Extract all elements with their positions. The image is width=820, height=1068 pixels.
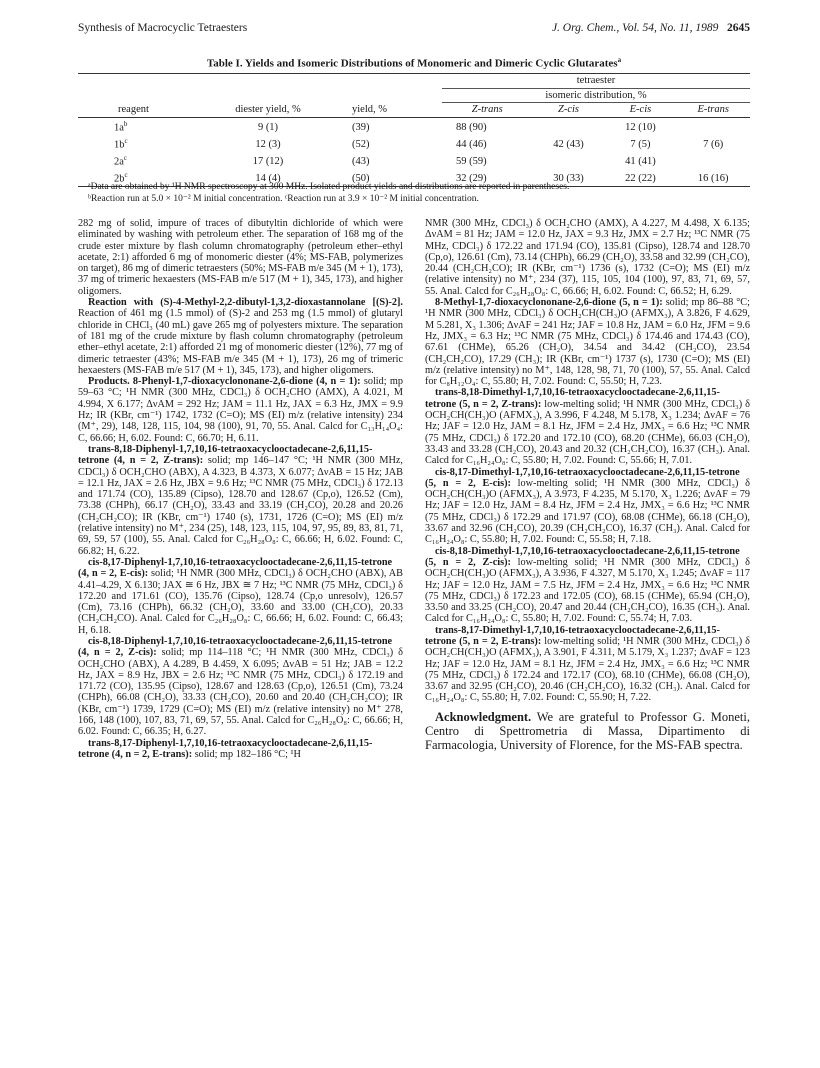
e-trans-cell: 7 (6) <box>703 139 724 150</box>
paragraph <box>78 738 403 761</box>
paragraph <box>78 376 403 444</box>
paragraph-heading: trans-8,17-Dimethyl-1,7,10,16-tetraoxacyclooctadecane-2,6,11,15-tetrone (5, n = 2, E-trans): <box>425 624 720 647</box>
paragraph-body: solid; mp 86–88 °C; ¹H NMR (300 MHz, CDCl₃) δ OCH₂CH(CH₃)O (AFMX₃), A 3.826, F 4.629, M 5.281, X₃ 1.306; ΔνAF = 241 Hz; JAF = 10.8 Hz, JAM = 6.0 Hz, JFM = 9.6 Hz, JMX₃ = 6.3 Hz; ¹³C NMR (75 MHz, CDCl₃) δ 174.46 and 174.43 (CO), 67.61 (CHMe), 65.26 (CH₂O), 34.54 and 34.42 (CH₂CO), 23.54 (CH₂CH₂CO), 17.29 (CH₃); IR (KBr, cm⁻¹) 1737 (s), 1730 (C=O); MS (EI) m/z (relative intensity) no M⁺, 148, 128, 98, 71, 70 (100), 57, 55. Anal. Calcd for C₈H₁₂O₄: C, 55.80; H, 7.02. Found: C, 55.50; H, 7.23. <box>425 297 750 388</box>
yield-cell: (39) <box>352 122 370 133</box>
yield-cell: (50) <box>352 173 370 184</box>
paragraph-body: solid; ¹H NMR (300 MHz, CDCl₃) δ OCH₂CHO (ABX), AB 4.41–4.29, X 6.130; JAX ≅ 6 Hz, JBX ≅ 7 Hz; ¹³C NMR (75 MHz, CDCl₃) δ 172.20 and 171.61 (CO), 135.76 (Cipso), 128.74 (Cp,o unresolv), 126.57 (Cm), 73.16 (CHPh), 66.32 (CH₂O), 33.60 and 33.00 (CH₂CO), 20.33 (CH₂CH₂CO). Anal. Calcd for C₂₆H₂₈O₈: C, 66.66; H, 6.02. Found: C, 66.43; H, 6.18. <box>78 568 403 636</box>
right-column <box>425 218 750 752</box>
col-header-diester: diester yield, % <box>235 104 301 115</box>
left-column <box>78 218 403 760</box>
paragraph-body: solid; mp 59–63 °C; ¹H NMR (300 MHz, CDCl₃) δ OCH₂CHO (AMX), A 4.021, M 4.994, X 6.177; ΔνAM = 292 Hz; JAM = 11.1 Hz, JAX = 6.3 Hz, JMX = 9.9 Hz; IR (KBr, cm⁻¹) 1742, 1732 (C=O); MS (EI) m/z (relative intensity) 234 (M⁺, 29), 148, 128, 115, 104, 98 (100), 91, 70, 55. Anal. Calcd for C₁₃H₁₄O₄: C, 66.66; H, 6.02. Found: C, 66.70; H, 6.11. <box>78 376 403 444</box>
yield-cell: (43) <box>352 156 370 167</box>
paragraph: NMR (300 MHz, CDCl₃) δ OCH₂CHO (AMX), A 4.227, M 4.498, X 6.135; ΔνAM = 81 Hz; JAM = 12.0 Hz, JAX = 9.3 Hz, JMX = 2.7 Hz; ¹³C NMR (75 MHz, CDCl₃) δ 172.22 and 171.94 (CO), 135.81 (Cipso), 128.74 and 128.70 (Cp,o), 126.61 (Cm), 73.14 (CHPh), 66.29 (CH₂O), 33.58 and 32.99 (CH₂CO), 20.44 (CH₂CH₂CO); IR (KBr, cm⁻¹) 1736 (s), 1732 (C=O); MS (EI) m/z (relative intensity) no M⁺, 234 (37), 115, 105, 104 (100), 97, 83, 71, 69, 57, 55. Anal. Calcd for C₂₆H₂₈O₈: C, 66.66; H, 6.02. Found: C, 66.52; H, 6.29. <box>425 218 750 297</box>
page-number: 2645 <box>727 22 750 34</box>
e-cis-cell: 7 (5) <box>630 139 651 150</box>
yield-cell: (52) <box>352 139 370 150</box>
table-title-text: Table I. Yields and Isomeric Distributions of Monomeric and Dimeric Cyclic Glutarates <box>206 57 618 70</box>
paragraph-body: low-melting solid; ¹H NMR (300 MHz, CDCl₃) δ OCH₂CH(CH₃)O (AFMX₃), A 3.936, F 4.327, M 5.170, X₃ 1.245; ΔνAF = 117 Hz; JAF = 12.0 Hz, JAM = 7.5 Hz, JFM = 2.4 Hz, JMX₃ = 6.6 Hz; ¹³C NMR (75 MHz, CDCl₃) δ 172.23 and 172.05 (CO), 68.15 (CHMe), 65.94 (CH₂O), 33.50 and 33.25 (CH₂CO), 20.47 and 20.44 (CH₂CH₂CO), 16.35 (CH₃). Anal. Calcd for C₁₆H₂₄O₈: C, 55.80; H, 7.02. Found: C, 55.74; H, 7.03. <box>425 556 750 625</box>
diester-cell: 12 (3) <box>255 139 281 150</box>
table-title-note: a <box>617 56 622 64</box>
col-header-z-trans: Z-trans <box>471 104 503 115</box>
footnote-b-c: ᵇReaction run at 5.0 × 10⁻² M initial concentration. ᶜReaction run at 3.9 × 10⁻² M initial concentration. <box>88 193 479 204</box>
e-cis-cell: 12 (10) <box>625 122 656 133</box>
reagent-note: b <box>123 119 128 128</box>
acknowledgment-heading: Acknowledgment. <box>435 709 532 724</box>
paragraph-body: low-melting solid; ¹H NMR (300 MHz, CDCl₃) δ OCH₂CH(CH₃)O (AFMX₃), A 3.901, F 4.311, M 5.179, X₃ 1.237; ΔνAF = 123 Hz; JAF = 12.0 Hz, JAM = 8.1 Hz, JFM = 2.4 Hz, JMX₃ = 6.6 Hz; ¹³C NMR (75 MHz, CDCl₃) δ 172.24 and 172.17 (CO), 68.10 (CHMe), 66.08 (CH₂O), 33.67 and 32.95 (CH₂CO), 20.46 (CH₂CH₂CO), 16.32 (CH₃). Anal. Calcd for C₁₆H₂₄O₈: C, 55.80; H, 7.02. Found: C, 55.90; H, 7.22. <box>425 635 750 704</box>
reagent-label: 2a <box>114 156 124 167</box>
paragraph <box>425 297 750 387</box>
diester-cell: 17 (12) <box>252 156 284 167</box>
reagent-label: 1b <box>114 139 125 150</box>
paragraph <box>78 444 403 557</box>
col-header-e-trans: E-trans <box>697 104 729 115</box>
paragraph-body: Reaction of 461 mg (1.5 mmol) of (S)-2 and 253 mg (1.5 mmol) of glutaryl chloride in CHCl₃ (40 mL) gave 265 mg of polyesters mixture. The separation of 181 mg of the crude mixture by flash column chromatography (petroleum ether–ethyl acetate, 2:1) afforded 21 mg of monomeric diester (12%), 77 mg of dimeric tetraester (43%; MS-FAB m/e 345 (M + 1), 173), 26 mg of trimeric hexaesters (MS-FAB m/e 517 (M + 1), 345, 173), and higher oligomers. <box>78 308 403 376</box>
reagent-label: 1a <box>114 122 124 133</box>
e-trans-cell <box>676 117 750 135</box>
paragraph-heading: Reaction with (S)-4-Methyl-2,2-dibutyl-1,3,2-dioxastannolane [(S)-2]. <box>88 297 403 309</box>
z-cis-cell <box>533 117 605 135</box>
e-trans-cell <box>676 152 750 169</box>
running-head-journal <box>552 22 750 34</box>
footnote-a: ᵃData are obtained by ¹H NMR spectroscopy at 300 MHz. Isolated product yields and distributions are reported in parentheses. <box>88 182 570 192</box>
diester-cell: 9 (1) <box>257 122 279 133</box>
paragraph-heading: Products. 8-Phenyl-1,7-dioxacyclononane-2,6-dione (4, n = 1): <box>88 376 361 388</box>
journal-citation: J. Org. Chem., Vol. 54, No. 11, 1989 <box>551 22 719 34</box>
table-footnotes <box>78 182 750 205</box>
acknowledgment <box>425 710 750 752</box>
z-trans-cell: 59 (59) <box>456 156 487 167</box>
paragraph <box>425 467 750 546</box>
reagent-note: c <box>124 136 128 145</box>
reagent-cell <box>78 117 204 135</box>
paragraph-body: solid; mp 114–118 °C; ¹H NMR (300 MHz, CDCl₃) δ OCH₂CHO (ABX), A 4.289, B 4.459, X 6.095; ΔνAB = 51 Hz; JAB = 12.2 Hz, JAX = 8.9 Hz, JBX = 2.6 Hz; ¹³C NMR (75 MHz, CDCl₃) δ 172.19 and 171.72 (CO), 135.95 (Cipso), 128.67 and 128.63 (Cp,o), 126.51 (Cm), 73.24 (CHPh), 66.08 (CH₂O), 33.33 (CH₂CO), 20.60 and 20.40 (CH₂CH₂CO); IR (KBr, cm⁻¹) 1739, 1729 (C=O); MS (EI) m/z (relative intensity) no M⁺ 278, 166, 148 (100), 107, 83, 71, 69, 57, 55. Anal. Calcd for C₂₆H₂₈O₈: C, 66.66; H, 6.02. Found: C, 66.35; H, 6.27. <box>78 647 404 738</box>
table-row <box>78 117 750 135</box>
paragraph-heading: trans-8,18-Dimethyl-1,7,10,16-tetraoxacyclooctadecane-2,6,11,15-tetrone (5, n = 2, Z-trans): <box>425 387 720 410</box>
paragraph-body: solid; mp 146–147 °C; ¹H NMR (300 MHz, CDCl₃) δ OCH₂CHO (ABX), A 4.323, B 4.373, X 6.077; ΔνAB = 15 Hz; JAB = 12.1 Hz, JAX = 2.6 Hz, JBX = 9.6 Hz; ¹³C NMR (75 MHz, CDCl₃) δ 172.13 and 171.74 (CO), 135.89 (Cipso), 128.70 and 128.67 (Cp,o), 126.52 (Cm), 73.38 (CHPh), 66.17 (CH₂O), 33.43 and 33.19 (CH₂CO), 20.28 and 20.26 (CH₂CH₂CO); IR (KBr, cm⁻¹) 1740 (s), 1731, 1726 (C=O); MS (EI) m/z (relative intensity) no M⁺, 234 (25), 148, 123, 115, 104, 97, 95, 89, 83, 81, 71, 69, 59, 57 (100), 55. Anal. Calcd for C₂₆H₂₈O₈: C, 66.66; H, 6.02. Found: C, 66.82; H, 6.22. <box>78 455 403 557</box>
paragraph <box>78 557 403 636</box>
e-cis-cell: 22 (22) <box>625 173 656 184</box>
col-header-yield: yield, % <box>352 104 387 115</box>
paragraph <box>425 625 750 704</box>
diester-cell: 14 (4) <box>255 173 281 184</box>
reagent-note: c <box>123 153 128 162</box>
running-head <box>78 22 750 38</box>
table-header-row-2 <box>78 88 750 103</box>
paragraph-body: low-melting solid; ¹H NMR (300 MHz, CDCl₃) δ OCH₂CH(CH₃)O (AFMX₃), A 3.996, F 4.248, M 5.178, X₃ 1.234; ΔνAF = 76 Hz; JAF = 12.0 Hz, JAM = 8.1 Hz, JFM = 2.4 Hz, JMX₃ = 6.6 Hz; ¹³C NMR (75 MHz, CDCl₃) δ 172.20 and 172.10 (CO), 68.20 (CHMe), 66.03 (CH₂O), 33.43 and 33.28 (CH₂CO), 20.43 and 20.32 (CH₂CH₂CO), 16.37 (CH₃). Anal. Calcd for C₁₆H₂₄O₈: C, 55.80; H, 7.02. Found: C, 55.66; H, 7.01. <box>425 398 750 467</box>
col-header-z-cis: Z-cis <box>558 104 579 115</box>
paragraph: 282 mg of solid, impure of traces of dibutyltin dichloride of which were eliminated by washing with petroleum ether. The separation of 168 mg of the crude ester mixture by flash column chromatography (petroleum ether–ethyl acetate, 2:1) afforded 6 mg of monomeric diester (4%; MS-FAB, polymerizes on target), 86 mg of dimeric tetraesters (50%; MS-FAB m/e 345 (M + 1), 173), 37 mg of trimeric hexaesters (MS-FAB m/e 517 (M + 1), 345, 173), and higher oligomers. <box>78 218 403 297</box>
col-header-reagent: reagent <box>118 104 149 115</box>
tetraester-group-header: tetraester <box>442 74 750 89</box>
reagent-note: c <box>124 170 128 179</box>
z-trans-cell: 88 (90) <box>456 122 487 133</box>
running-head-title: Synthesis of Macrocyclic Tetraesters <box>78 22 248 34</box>
paragraph-heading: trans-8,17-Diphenyl-1,7,10,16-tetraoxacyclooctadecane-2,6,11,15-tetrone (4, n = 2, E-trans): <box>78 737 373 760</box>
z-cis-cell <box>533 152 605 169</box>
paragraph-heading: cis-8,18-Diphenyl-1,7,10,16-tetraoxacyclooctadecane-2,6,11,15-tetrone (4, n = 2, Z-cis): <box>78 635 393 659</box>
table-container <box>78 73 750 187</box>
acknowledgment-body: We are grateful to Professor G. Moneti, Centro di Spettrometria di Massa, Dipartimento di Farmacologia, University of Florence, for the MS-FAB spectra. <box>425 709 750 752</box>
table-header-row-3 <box>78 103 750 118</box>
table-row <box>78 152 750 169</box>
e-trans-cell: 16 (16) <box>697 173 729 184</box>
z-cis-cell: 42 (43) <box>553 139 584 150</box>
reagent-cell <box>78 152 204 169</box>
paragraph <box>425 546 750 625</box>
reagent-label: 2b <box>114 173 125 184</box>
paragraph <box>425 387 750 466</box>
data-table <box>78 73 750 187</box>
col-header-e-cis: E-cis <box>629 104 652 115</box>
table-row <box>78 135 750 152</box>
z-trans-cell: 32 (29) <box>456 173 487 184</box>
paragraph-heading: cis-8,17-Diphenyl-1,7,10,16-tetraoxacyclooctadecane-2,6,11,15-tetrone (4, n = 2, E-cis): <box>78 556 393 580</box>
paragraph-body: low-melting solid; ¹H NMR (300 MHz, CDCl₃) δ OCH₂CH(CH₃)O (AFMX₃), A 3.973, F 4.235, M 5.170, X₃ 1.226; ΔνAF = 79 Hz; JAF = 12.0 Hz, JAM = 8.4 Hz, JFM = 2.4 Hz, JMX₃ = 6.6 Hz; ¹³C NMR (75 MHz, CDCl₃) δ 172.29 and 171.97 (CO), 68.08 (CHMe), 66.18 (CH₂O), 33.67 and 32.96 (CH₂CO), 20.39 (CH₂CH₂CO), 16.37 (CH₃). Anal. Calcd for C₁₆H₂₄O₈: C, 55.80; H, 7.02. Found: C, 55.58; H, 7.18. <box>425 477 750 546</box>
reagent-cell <box>78 135 204 152</box>
z-cis-cell: 30 (33) <box>553 173 584 184</box>
table-header-row-1 <box>78 74 750 89</box>
isomeric-distribution-header: isomeric distribution, % <box>442 88 750 103</box>
paragraph-heading: trans-8,18-Diphenyl-1,7,10,16-tetraoxacyclooctadecane-2,6,11,15-tetrone (4, n = 2, Z-trans): <box>78 443 373 467</box>
paragraph-body: solid; mp 182–186 °C; ¹H <box>192 748 301 760</box>
paragraph-heading: cis-8,18-Dimethyl-1,7,10,16-tetraoxacyclooctadecane-2,6,11,15-tetrone (5, n = 2, Z-cis): <box>425 545 740 568</box>
paragraph <box>78 297 403 376</box>
paragraph <box>78 636 403 738</box>
paragraph-heading: 8-Methyl-1,7-dioxacyclononane-2,6-dione (5, n = 1): <box>435 297 663 309</box>
e-cis-cell: 41 (41) <box>625 156 656 167</box>
paragraph-heading: cis-8,17-Dimethyl-1,7,10,16-tetraoxacyclooctadecane-2,6,11,15-tetrone (5, n = 2, E-cis): <box>425 466 740 489</box>
z-trans-cell: 44 (46) <box>456 139 487 150</box>
table-title <box>78 56 750 70</box>
